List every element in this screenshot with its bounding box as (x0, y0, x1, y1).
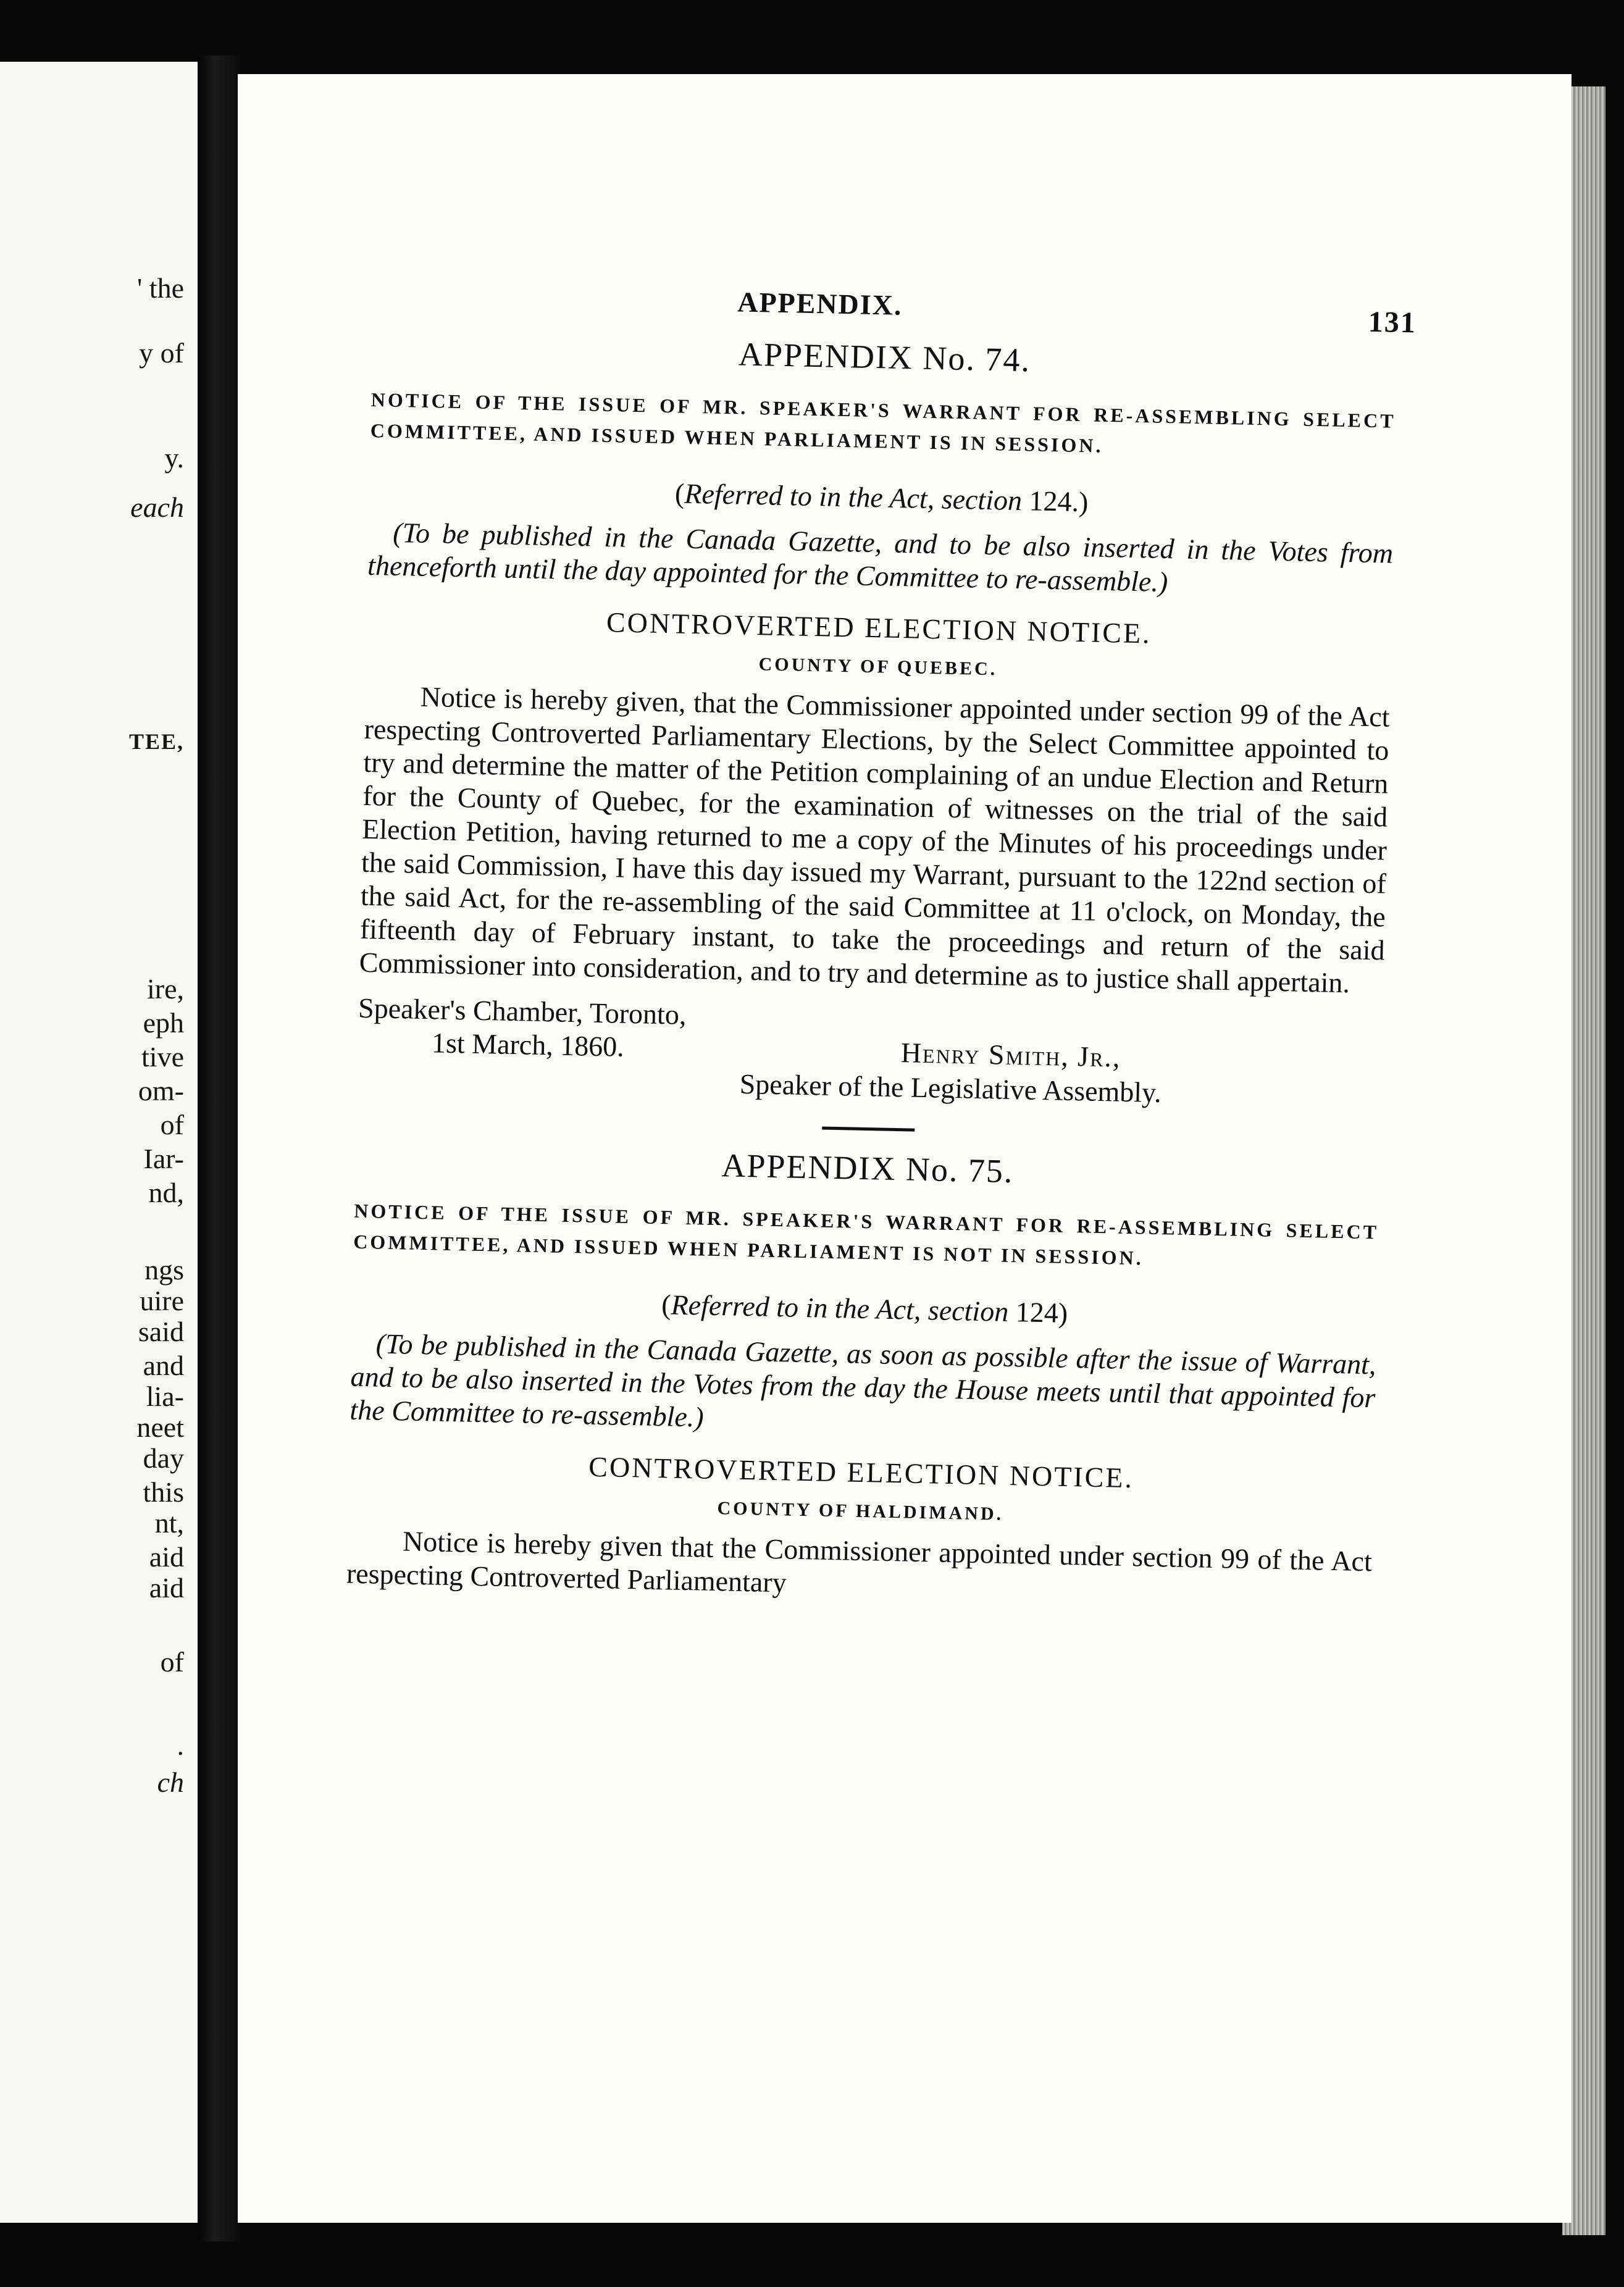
left-page-fragment: y of (139, 337, 184, 369)
section-divider (822, 1127, 915, 1132)
appendix-75-notice-title: CONTROVERTED ELECTION NOTICE. (588, 1450, 1134, 1494)
left-page-fragment: lia- (146, 1381, 184, 1412)
reference-open: ( (674, 477, 685, 509)
left-page-fragment: neet (136, 1411, 184, 1443)
reference-open: ( (661, 1289, 672, 1321)
appendix-74-body: Notice is hereby given, that the Commissioner appointed under section 99 of the Act respecting Controverted Parliamentary Elections, by the Select Committee appointed to try and determine the matter of the Petition complaining of an undue Election and Return for the County of Quebec, for the examination of witnesses on the trial of the said Election Petition, having returned to me a copy of the Minutes of his proceedings under the said Commission, I have this day issued my Warrant, pursuant to the 122nd section of the said Act, for the re-assembling of the said Committee at 11 o'clock, on Monday, the fifteenth day of February instant, to take the proceedings and return of the said Commissioner into consideration, and to try and determine as to justice shall appertain. (359, 680, 1391, 999)
page-number: 131 (1368, 305, 1417, 340)
appendix-74-reference (369, 470, 1394, 525)
appendix-74-signatory-title: Speaker of the Legislative Assembly. (739, 1068, 1162, 1108)
appendix-75-reference (352, 1282, 1378, 1336)
text-block (346, 278, 1417, 1612)
left-page-fragment: tive (141, 1041, 184, 1072)
appendix-75 (346, 1139, 1380, 1612)
left-page-fragment: aid (149, 1572, 184, 1603)
running-head-title: APPENDIX. (737, 286, 903, 321)
left-page-fragment: ch (157, 1766, 184, 1798)
appendix-74-date: 1st March, 1860. (431, 1027, 625, 1063)
left-page-fragment: each (130, 491, 184, 523)
right-page (238, 74, 1572, 2223)
left-page-fragment: of (160, 1646, 184, 1678)
left-page-fragment: ' the (137, 272, 184, 304)
reference-italic: Referred to in the Act, section (684, 477, 1023, 517)
left-page-fragment: Iar- (143, 1143, 184, 1174)
left-page-fragment: and (143, 1350, 184, 1381)
left-page-fragment: TEE, (128, 729, 184, 754)
reference-close: 124.) (1021, 485, 1089, 518)
left-page-fragment: ire, (146, 973, 184, 1005)
appendix-75-publication-note: (To be published in the Canada Gazette, as soon as possible after the issue of Warrant, and to be also inserted in the Votes from the day the House meets until that appointed for the Committee to re-assemble.) (349, 1327, 1377, 1433)
appendix-74-signatory: Henry Smith, Jr., (900, 1037, 1122, 1073)
left-page-fragment: uire (140, 1285, 184, 1316)
left-page-fragment: y. (164, 442, 184, 474)
reference-close: 124) (1008, 1295, 1068, 1329)
book-gutter (198, 56, 241, 2241)
left-page-fragment: of (160, 1109, 184, 1140)
appendix-74-publication-note: (To be published in the Canada Gazette, and to be also inserted in the Votes from thenceforth until the day appointed for the Committee to re-assemble.) (367, 516, 1394, 598)
appendix-74-heading: APPENDIX No. 74. (738, 335, 1031, 379)
appendix-74-place: Speaker's Chamber, Toronto, (358, 992, 687, 1031)
left-page-fragment: . (177, 1729, 184, 1761)
appendix-74-caption: NOTICE OF THE ISSUE OF MR. SPEAKER'S WARRANT FOR RE-ASSEMBLING SELECT COMMITTEE, AND ISSUED WHEN PARLIAMENT IS IN SESSION. (370, 388, 1396, 457)
appendix-74 (356, 327, 1397, 1113)
appendix-75-heading: APPENDIX No. 75. (721, 1147, 1015, 1190)
left-page-fragment: aid (149, 1541, 184, 1573)
appendix-75-caption: NOTICE OF THE ISSUE OF MR. SPEAKER'S WARRANT FOR RE-ASSEMBLING SELECT COMMITTEE, AND ISSUED WHEN PARLIAMENT IS NOT IN SESSION. (353, 1199, 1379, 1269)
left-page-fragment: om- (138, 1075, 184, 1106)
left-page-fragment: nt, (154, 1507, 184, 1539)
reference-italic: Referred to in the Act, section (671, 1289, 1009, 1327)
left-page-fragment: this (143, 1476, 184, 1508)
appendix-75-county: COUNTY OF HALDIMAND. (717, 1498, 1004, 1524)
appendix-74-notice-title: CONTROVERTED ELECTION NOTICE. (606, 606, 1152, 650)
left-page-fragment: said (138, 1316, 184, 1347)
appendix-75-body: Notice is hereby given that the Commissioner appointed under section 99 of the Act respecting Controverted Parliamentary (346, 1525, 1373, 1599)
left-page-fragment: nd, (148, 1177, 184, 1208)
left-page-fragment: ngs (144, 1254, 184, 1286)
left-page-fragment: eph (143, 1007, 184, 1039)
left-page-fragment: day (143, 1442, 184, 1474)
left-page (0, 62, 199, 2223)
appendix-74-county: COUNTY OF QUEBEC. (758, 654, 998, 680)
